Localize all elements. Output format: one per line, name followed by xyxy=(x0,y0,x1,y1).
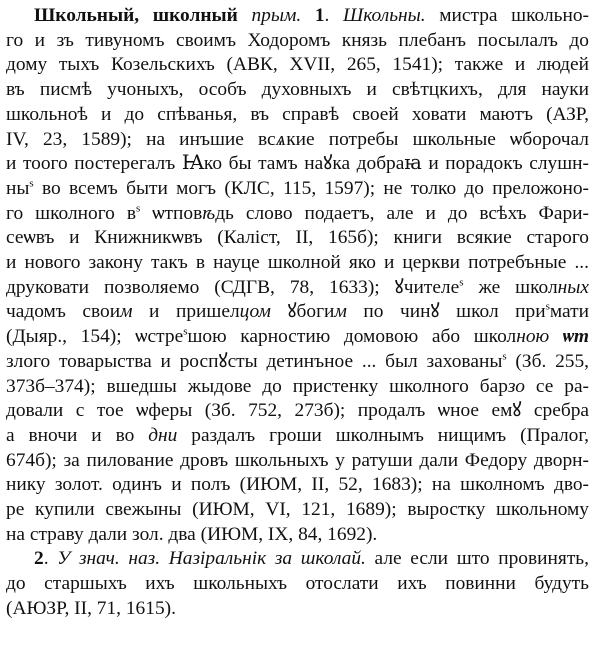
entry-line xyxy=(6,202,589,226)
text-segment: (Зб. 255, xyxy=(506,350,589,372)
entry-line xyxy=(34,4,589,28)
entry-line xyxy=(6,375,589,399)
superscript-mark: ѕ xyxy=(545,300,550,313)
entry-line xyxy=(6,300,589,324)
text-segment: довали с тое ѡферы (Зб. 752, 273б); продалъ ѡное емꙋ сребра xyxy=(6,400,589,422)
entry-line xyxy=(6,103,589,127)
text-segment: цом xyxy=(239,301,271,323)
entry-line xyxy=(6,29,589,53)
text-segment: 2 xyxy=(34,548,44,570)
text-segment: ны xyxy=(6,177,30,199)
text-segment: и нового закону такъ в науце школной яко и церкви потребъные ... xyxy=(6,252,589,273)
entry-line xyxy=(6,449,589,473)
entry-line xyxy=(6,597,589,621)
text-segment: во всемъ быти могъ (КЛС, 115, 1597); не толко до преложоно- xyxy=(33,177,589,199)
text-segment: школьноѣ и до спѣванья, въ справѣ своей ховати маютъ (АЗР, xyxy=(6,103,589,125)
text-segment: ѧ xyxy=(275,128,287,150)
text-segment: на страву дали зол. два (ИЮМ, IX, 84, 1692). xyxy=(6,523,378,545)
entry-line xyxy=(6,325,589,349)
text-segment: зо xyxy=(507,375,525,397)
text-segment: ною xyxy=(516,326,550,348)
superscript-mark: ѕ xyxy=(183,325,188,338)
text-segment: дь слово подаетъ, але и до всѣхъ Фари- xyxy=(215,202,589,224)
text-segment: ре купили свежыны (ИЮМ, VI, 121, 1689); выростку школьному xyxy=(6,499,589,520)
text-segment: чадомъ свои xyxy=(6,301,121,323)
text-segment: по чинꙋ школ при xyxy=(346,301,546,323)
text-segment: ных xyxy=(557,276,589,298)
superscript-mark: ѕ xyxy=(136,202,141,215)
text-segment: мистра школьно- xyxy=(425,5,589,26)
text-segment: 373б–374); вшедшы жыдове до пристенку школного бар xyxy=(6,375,508,397)
text-segment: шою кар xyxy=(187,326,268,348)
text-segment: прым. xyxy=(251,5,302,26)
text-segment: и тоого постерегалъ Ꙗко бы тамъ наꙋка добраꙗ и порадокъ слушн- xyxy=(6,153,589,175)
text-segment: IV, 23, 1589); на инъшие вс xyxy=(6,128,276,150)
text-segment: ꙋбоги xyxy=(270,301,335,323)
text-segment: . xyxy=(324,5,343,26)
text-segment: мати xyxy=(549,301,589,323)
entry-line xyxy=(34,547,589,571)
entry-line xyxy=(6,572,589,596)
text-segment: сеѡвъ и Книжникѡвъ (Каліст, II, 165б); книги всякие старого xyxy=(6,227,589,249)
entry-line xyxy=(6,523,589,547)
entry-line xyxy=(6,424,589,448)
text-segment: кие потребы школьные ѡборочал xyxy=(286,128,589,150)
text-segment: У знач. наз. Назіральнік за школай. xyxy=(57,548,366,570)
entry-line xyxy=(6,226,589,250)
text-segment: друковати позволяемо (СДГВ, 78, 1633); ꙋчителе xyxy=(6,276,460,298)
text-segment: и пришел xyxy=(132,301,240,323)
text-segment: (АЮЗР, II, 71, 1615). xyxy=(6,597,176,619)
text-segment: въ писмѣ учоныхъ, особъ духовныхъ и свѣтцкихъ, для науки xyxy=(6,79,589,101)
text-segment: раздалъ грош xyxy=(177,424,312,446)
entry-line xyxy=(6,276,589,300)
text-segment: до старшыхъ ихъ школьныхъ отослати ихъ повинни будуть xyxy=(6,573,589,595)
entry-line xyxy=(6,350,589,374)
text-segment: 674б); за пилование дровъ школьныхъ у ратуши дали Федору дворн- xyxy=(6,449,589,471)
text-segment: ностию домовою або школ xyxy=(267,326,517,348)
text-segment: го и зъ тивуномъ своимъ Ходоромъ князь плебанъ посылалъ до xyxy=(6,29,589,51)
text-segment: . xyxy=(43,548,58,570)
text-segment: дому тыхъ Козельскихъ (АВК, XVII, 265, 1541); также и людей xyxy=(6,54,589,76)
text-segment: а вночи и во xyxy=(6,424,149,446)
entry-line xyxy=(6,399,589,423)
text-segment: ѣ xyxy=(202,202,216,224)
text-segment: Школьный, школный xyxy=(34,5,238,26)
text-segment: м xyxy=(120,301,133,323)
text-segment: (Дыяр., 154); ѡстре xyxy=(6,326,184,348)
superscript-mark: ѕ xyxy=(29,177,34,190)
text-segment: захованы xyxy=(417,350,503,372)
text-segment: ѡт xyxy=(549,326,589,348)
text-segment: нику золот. одинъ и полъ (ИЮМ, II, 52, 1683); на школномъ дво- xyxy=(6,474,589,496)
entry-line xyxy=(6,498,589,522)
entry-line xyxy=(6,78,589,102)
text-segment: и школнымъ нищимъ (Пралог, xyxy=(311,424,589,446)
text-segment: го школного в xyxy=(6,202,136,224)
text-segment: пꙋсты детинъное ... был xyxy=(208,350,418,372)
entry-line xyxy=(6,473,589,497)
entry-line xyxy=(6,177,589,201)
text-segment: м xyxy=(334,301,347,323)
text-segment: се ра- xyxy=(524,375,589,397)
superscript-mark: ѕ xyxy=(502,350,507,363)
text-segment xyxy=(238,5,252,26)
text-segment: Школьны. xyxy=(343,5,426,26)
text-segment: злого товарыства и рос xyxy=(6,350,209,372)
entry-line xyxy=(6,53,589,77)
text-segment: же школ xyxy=(463,276,558,298)
entry-line xyxy=(6,128,589,152)
text-segment: дни xyxy=(148,424,178,446)
text-segment xyxy=(301,5,315,26)
text-segment: але если што провинять, xyxy=(365,548,589,570)
entry-line xyxy=(6,251,589,275)
text-segment: 1 xyxy=(314,5,325,26)
entry-line xyxy=(6,152,589,176)
text-segment: ѡтпов xyxy=(140,202,203,224)
superscript-mark: ѕ xyxy=(459,276,464,289)
